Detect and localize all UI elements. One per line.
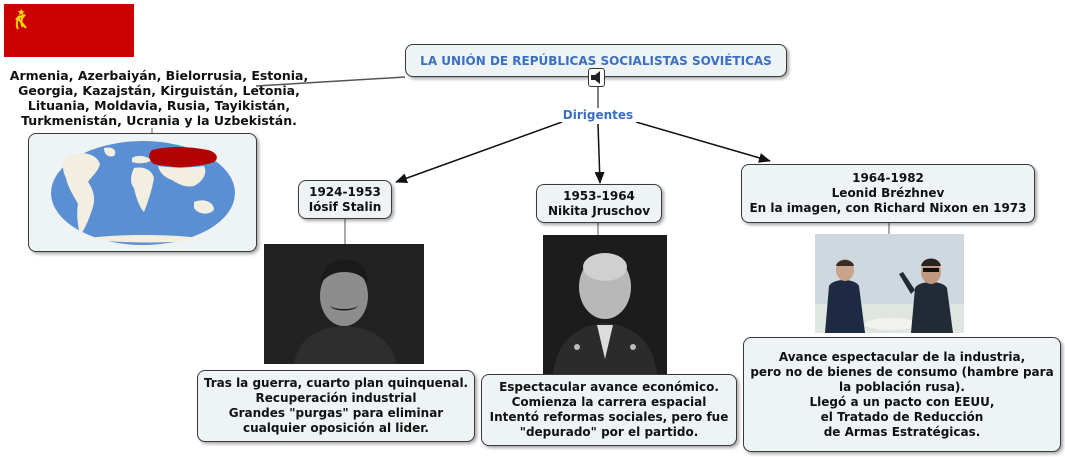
hammer-sickle-icon — [12, 8, 42, 32]
countries-line: Turkmenistán, Ucrania y la Uzbekistán. — [21, 113, 297, 128]
jruschov-header-node[interactable] — [536, 184, 662, 223]
arrow-to-stalin — [396, 122, 562, 182]
jruschov-notes-node[interactable] — [481, 374, 737, 446]
brezhnev-note: de Armas Estratégicas. — [823, 424, 981, 439]
dirigentes-label: Dirigentes — [558, 108, 638, 122]
stalin-note: Grandes "purgas" para eliminar — [228, 406, 444, 420]
soviet-flag — [4, 4, 134, 57]
jruschov-note: Comienza la carrera espacial — [511, 395, 707, 409]
arrow-to-jruschov — [598, 124, 600, 183]
brezhnev-name: Leonid Brézhnev — [831, 186, 945, 200]
brezhnev-nixon-photo — [815, 234, 964, 333]
brezhnev-note: la población rusa). — [839, 379, 965, 394]
stalin-years: 1924-1953 — [309, 184, 381, 199]
brezhnev-note: Avance espectacular de la industria, — [778, 349, 1026, 364]
countries-list — [4, 68, 314, 128]
jruschov-note: Intentó reformas sociales, pero fue — [489, 410, 729, 424]
world-map-node[interactable] — [28, 133, 257, 252]
stalin-header-node[interactable] — [298, 180, 392, 219]
countries-line: Armenia, Azerbaiyán, Bielorrusia, Estonia, — [9, 68, 309, 83]
countries-line: Lituania, Moldavia, Rusia, Tayikistán, — [27, 98, 291, 113]
brezhnev-note: Llegó a un pacto con EEUU, — [809, 394, 995, 409]
stalin-notes-node[interactable] — [197, 370, 475, 442]
brezhnev-years: 1964-1982 — [852, 171, 924, 185]
jruschov-note: Espectacular avance económico. — [499, 380, 719, 394]
stalin-name: Iósif Stalin — [308, 199, 382, 214]
world-map — [48, 138, 238, 248]
brezhnev-notes-node[interactable] — [743, 337, 1061, 452]
stalin-note: Tras la guerra, cuarto plan quinquenal. — [203, 376, 469, 390]
page-title: LA UNIÓN DE REPÚBLICAS SOCIALISTAS SOVIÉTICAS — [420, 53, 772, 68]
brezhnev-header-node[interactable] — [741, 164, 1035, 223]
arrow-to-brezhnev — [636, 122, 770, 161]
jruschov-note: "depurado" por el partido. — [519, 425, 699, 439]
stalin-note: cualquier oposición al lider. — [243, 421, 429, 435]
jruschov-photo — [543, 235, 667, 374]
countries-line: Georgia, Kazajstán, Kirguistán, Letonia, — [18, 83, 300, 98]
stalin-note: Recuperación industrial — [255, 391, 417, 405]
jruschov-name: Nikita Jruschov — [547, 203, 651, 218]
brezhnev-note: pero no de bienes de consumo (hambre para — [750, 364, 1054, 379]
stalin-photo — [264, 244, 424, 364]
speaker-icon[interactable] — [588, 68, 605, 87]
brezhnev-note: el Tratado de Reducción — [820, 409, 984, 424]
brezhnev-caption: En la imagen, con Richard Nixon en 1973 — [749, 201, 1027, 215]
jruschov-years: 1953-1964 — [563, 188, 635, 203]
